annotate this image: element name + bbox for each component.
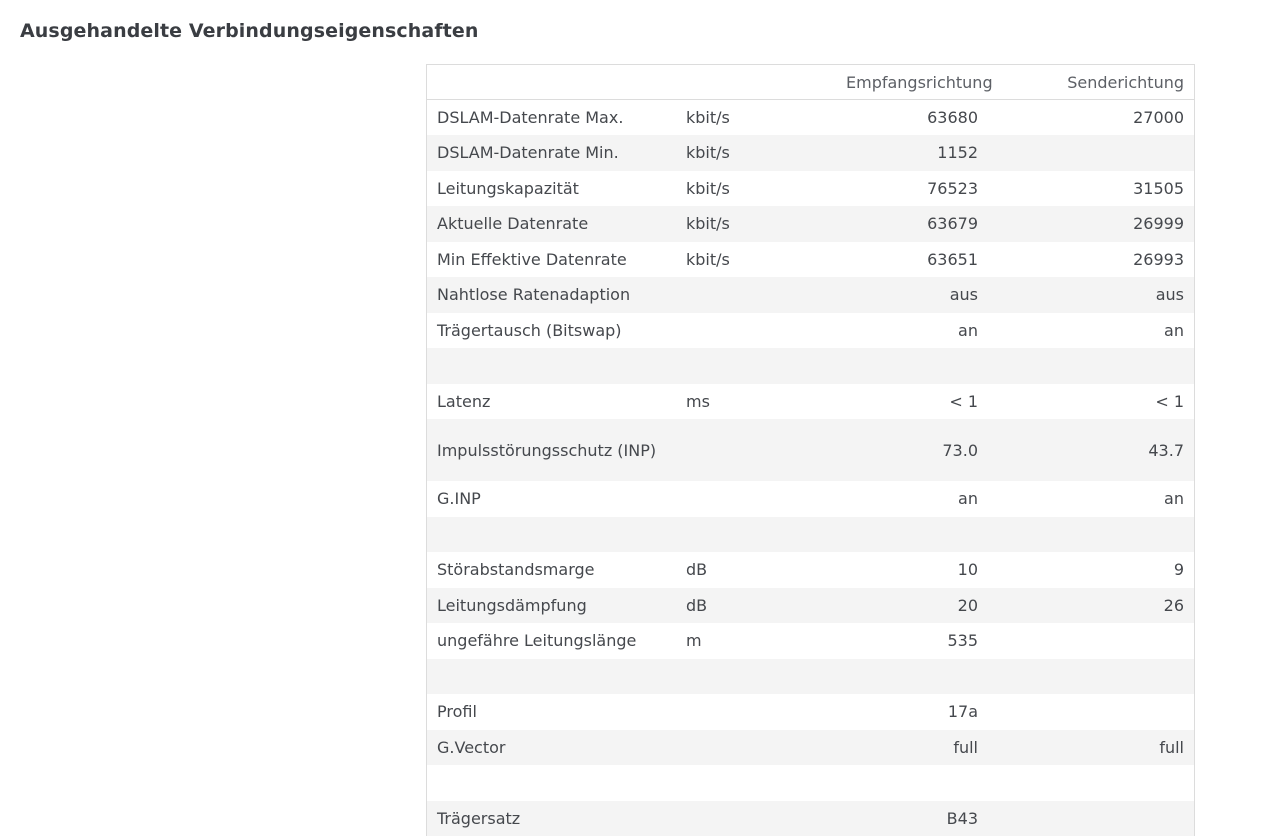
table-row bbox=[427, 206, 1194, 242]
row-rx-value: 73.0 bbox=[942, 440, 978, 460]
table-row bbox=[427, 623, 1194, 659]
row-rx-value bbox=[836, 659, 988, 695]
row-rx-value: 63651 bbox=[927, 249, 978, 269]
table-row bbox=[427, 100, 1194, 136]
row-rx-value: aus bbox=[949, 285, 978, 305]
row-unit bbox=[676, 694, 836, 730]
row-tx-value: 26 bbox=[1163, 595, 1184, 615]
row-tx-value bbox=[988, 694, 1194, 730]
row-tx-value: aus bbox=[1155, 285, 1184, 305]
row-label: Leitungskapazität bbox=[437, 178, 579, 198]
row-unit bbox=[676, 765, 836, 801]
row-rx-value: 1152 bbox=[937, 143, 978, 163]
row-tx-value: full bbox=[1159, 737, 1184, 757]
row-tx-value bbox=[988, 659, 1194, 695]
header-unit-column bbox=[676, 65, 836, 100]
row-unit: kbit/s bbox=[686, 108, 730, 127]
table-row bbox=[427, 694, 1194, 730]
row-tx-value bbox=[988, 348, 1194, 384]
table-row bbox=[427, 242, 1194, 278]
row-unit bbox=[676, 277, 836, 313]
row-unit bbox=[676, 313, 836, 349]
row-label bbox=[427, 348, 676, 384]
row-label: Profil bbox=[437, 702, 477, 722]
row-label: Trägersatz bbox=[437, 808, 521, 828]
table-row bbox=[427, 277, 1194, 313]
row-label: Impulsstörungsschutz (INP) bbox=[437, 440, 657, 460]
row-label bbox=[427, 765, 676, 801]
row-label: DSLAM-Datenrate Min. bbox=[437, 143, 619, 163]
table-header-row bbox=[427, 65, 1194, 100]
row-tx-value: 9 bbox=[1173, 560, 1184, 580]
row-rx-value bbox=[836, 348, 988, 384]
row-label: ungefähre Leitungslänge bbox=[437, 631, 637, 651]
row-label: DSLAM-Datenrate Max. bbox=[437, 108, 624, 127]
table-row bbox=[427, 588, 1194, 624]
row-rx-value bbox=[836, 765, 988, 801]
row-label: Trägertausch (Bitswap) bbox=[437, 320, 622, 340]
row-rx-value: 535 bbox=[947, 631, 978, 651]
row-label: G.Vector bbox=[437, 737, 506, 757]
table-row bbox=[427, 135, 1194, 171]
row-tx-value: < 1 bbox=[1155, 391, 1184, 411]
row-tx-value bbox=[988, 765, 1194, 801]
row-unit: kbit/s bbox=[686, 143, 730, 163]
row-unit bbox=[676, 419, 836, 481]
header-senderichtung: Senderichtung bbox=[988, 65, 1194, 100]
header-label-column bbox=[427, 65, 676, 100]
row-label: Latenz bbox=[437, 391, 491, 411]
header-empfangsrichtung: Empfangsrichtung bbox=[836, 65, 988, 100]
row-tx-value: 26993 bbox=[1133, 249, 1184, 269]
table-row bbox=[427, 384, 1194, 420]
row-unit: ms bbox=[686, 391, 710, 411]
table-row bbox=[427, 313, 1194, 349]
row-label bbox=[427, 517, 676, 553]
row-unit bbox=[676, 481, 836, 517]
row-label bbox=[427, 659, 676, 695]
row-rx-value: < 1 bbox=[949, 391, 978, 411]
row-label: Störabstandsmarge bbox=[437, 560, 595, 580]
row-label: G.INP bbox=[437, 489, 481, 509]
row-unit bbox=[676, 348, 836, 384]
row-tx-value: 31505 bbox=[1133, 178, 1184, 198]
table-row bbox=[427, 419, 1194, 481]
row-rx-value: an bbox=[958, 320, 978, 340]
row-rx-value: 17a bbox=[947, 702, 978, 722]
table-row bbox=[427, 481, 1194, 517]
row-rx-value: 10 bbox=[957, 560, 978, 580]
table-spacer-row bbox=[427, 659, 1194, 695]
row-rx-value: full bbox=[953, 737, 978, 757]
row-rx-value: 63679 bbox=[927, 214, 978, 234]
table-row bbox=[427, 552, 1194, 588]
connection-properties-table bbox=[426, 64, 1195, 836]
row-tx-value: an bbox=[1164, 320, 1184, 340]
row-tx-value: an bbox=[1164, 489, 1184, 509]
row-tx-value bbox=[988, 623, 1194, 659]
row-rx-value: 20 bbox=[957, 595, 978, 615]
row-unit: m bbox=[686, 631, 702, 651]
row-tx-value bbox=[988, 517, 1194, 553]
row-rx-value: 76523 bbox=[927, 178, 978, 198]
row-rx-value: B43 bbox=[946, 808, 978, 828]
section-title: Ausgehandelte Verbindungseigenschaften bbox=[20, 20, 479, 42]
table-spacer-row bbox=[427, 765, 1194, 801]
row-rx-value: 63680 bbox=[927, 108, 978, 127]
table-row bbox=[427, 171, 1194, 207]
row-unit: dB bbox=[686, 595, 708, 615]
table-spacer-row bbox=[427, 348, 1194, 384]
row-unit bbox=[676, 517, 836, 553]
row-unit: dB bbox=[686, 560, 708, 580]
table-row bbox=[427, 730, 1194, 766]
row-label: Min Effektive Datenrate bbox=[437, 249, 627, 269]
row-label: Nahtlose Ratenadaption bbox=[437, 285, 631, 305]
row-tx-value: 26999 bbox=[1133, 214, 1184, 234]
row-label: Aktuelle Datenrate bbox=[437, 214, 589, 234]
table-spacer-row bbox=[427, 517, 1194, 553]
row-unit bbox=[676, 730, 836, 766]
row-tx-value bbox=[988, 135, 1194, 171]
row-rx-value: an bbox=[958, 489, 978, 509]
row-unit bbox=[676, 801, 836, 837]
table-row bbox=[427, 801, 1194, 837]
row-unit: kbit/s bbox=[686, 214, 730, 234]
row-label: Leitungsdämpfung bbox=[437, 595, 587, 615]
row-tx-value: 43.7 bbox=[1148, 440, 1184, 460]
row-tx-value: 27000 bbox=[1133, 108, 1184, 127]
row-unit bbox=[676, 659, 836, 695]
row-rx-value bbox=[836, 517, 988, 553]
row-unit: kbit/s bbox=[686, 178, 730, 198]
row-unit: kbit/s bbox=[686, 249, 730, 269]
row-tx-value bbox=[988, 801, 1194, 837]
